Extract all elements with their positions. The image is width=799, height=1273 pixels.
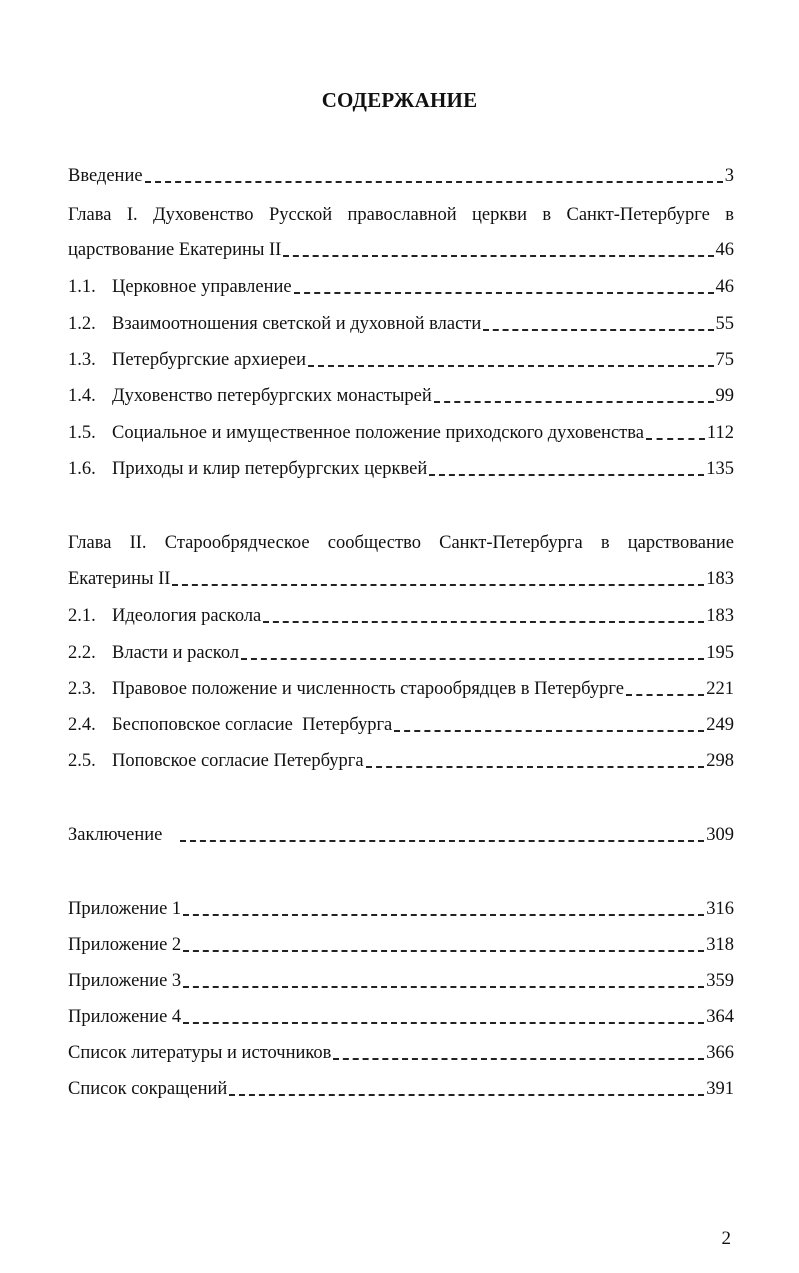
word: в	[725, 205, 734, 225]
toc-entry-chapter1[interactable]	[68, 237, 734, 263]
toc-entry-section[interactable]	[68, 603, 734, 629]
entry-page: 298	[706, 751, 734, 771]
dot-leader	[241, 658, 704, 660]
dot-leader	[394, 730, 704, 732]
entry-label: Идеология раскола	[112, 606, 262, 626]
entry-label: Екатерины II	[68, 569, 171, 589]
entry-page: 359	[706, 971, 734, 991]
toc-entry-section[interactable]	[68, 640, 734, 666]
entry-label: Поповское согласие Петербурга	[112, 751, 364, 771]
entry-label: Духовенство петербургских монастырей	[112, 386, 432, 406]
entry-label: Взаимоотношения светской и духовной власти	[112, 314, 482, 334]
toc-entry-section[interactable]	[68, 748, 734, 774]
entry-label: Приложение 4	[68, 1007, 182, 1027]
toc-entry-appendix[interactable]	[68, 1004, 734, 1030]
section-number: 2.3.	[68, 679, 96, 699]
entry-label: Социальное и имущественное положение приходского духовенства	[112, 423, 644, 443]
entry-label: Петербургские архиереи	[112, 350, 307, 370]
page-number: 2	[721, 1228, 731, 1249]
entry-page: 183	[706, 569, 734, 589]
word: церкви	[471, 205, 527, 225]
page-title: СОДЕРЖАНИЕ	[321, 88, 478, 112]
entry-label: Беспоповское согласие Петербурга	[112, 715, 393, 735]
entry-label: Власти и раскол	[112, 643, 240, 663]
entry-label: Приходы и клир петербургских церквей	[112, 459, 428, 479]
entry-page: 318	[706, 935, 734, 955]
dot-leader	[294, 292, 714, 294]
word: в	[600, 533, 610, 553]
entry-label: Список сокращений	[68, 1079, 228, 1099]
entry-page: 46	[715, 277, 734, 297]
entry-label: Список литературы и источников	[68, 1043, 332, 1063]
section-number: 1.4.	[68, 386, 96, 406]
word: царствование	[627, 533, 734, 553]
dot-leader	[183, 986, 704, 988]
entry-page: 221	[706, 679, 734, 699]
word: Русской	[268, 205, 333, 225]
toc-entry-appendix[interactable]	[68, 932, 734, 958]
word: Духовенство	[153, 205, 254, 225]
word: православной	[347, 205, 457, 225]
entry-page: 135	[706, 459, 734, 479]
entry-label: Церковное управление	[112, 277, 292, 297]
word: в	[542, 205, 552, 225]
dot-leader	[172, 584, 704, 586]
word: Старообрядческое	[164, 533, 310, 553]
entry-page: 249	[706, 715, 734, 735]
word: сообщество	[327, 533, 421, 553]
entry-page: 316	[706, 899, 734, 919]
entry-page: 364	[706, 1007, 734, 1027]
dot-leader	[183, 950, 704, 952]
entry-label: царствование Екатерины II	[68, 240, 282, 260]
entry-label: Приложение 1	[68, 899, 182, 919]
dot-leader	[434, 401, 714, 403]
dot-leader	[429, 474, 704, 476]
dot-leader	[366, 766, 705, 768]
section-number: 1.2.	[68, 314, 96, 334]
toc-entry-section[interactable]	[68, 676, 734, 702]
entry-page: 183	[706, 606, 734, 626]
section-number: 1.5.	[68, 423, 96, 443]
entry-label: Заключение	[68, 825, 163, 845]
dot-leader	[646, 438, 705, 440]
toc-entry-section[interactable]	[68, 420, 734, 446]
word: Глава	[68, 533, 112, 553]
section-number: 1.6.	[68, 459, 96, 479]
toc-entry-section[interactable]	[68, 274, 734, 300]
entry-label: Приложение 3	[68, 971, 182, 991]
toc-entry-appendix[interactable]	[68, 968, 734, 994]
word: Санкт-Петербурге	[566, 205, 710, 225]
entry-page: 3	[724, 166, 734, 186]
entry-label: Введение	[68, 166, 143, 186]
chapter2-title-line1[interactable]	[68, 530, 734, 556]
section-number: 1.3.	[68, 350, 96, 370]
toc-entry-section[interactable]	[68, 383, 734, 409]
entry-label: Приложение 2	[68, 935, 182, 955]
toc-entry-section[interactable]	[68, 456, 734, 482]
section-number: 2.1.	[68, 606, 96, 626]
dot-leader	[145, 181, 723, 183]
entry-page: 46	[715, 240, 734, 260]
entry-label: Правовое положение и численность старообрядцев в Петербурге	[112, 679, 624, 699]
section-number: 2.5.	[68, 751, 96, 771]
word: Глава	[68, 205, 112, 225]
dot-leader	[180, 840, 704, 842]
entry-page: 55	[715, 314, 734, 334]
toc-entry-section[interactable]	[68, 712, 734, 738]
dot-leader	[263, 621, 704, 623]
word: II.	[129, 533, 147, 553]
toc-entry-introduction[interactable]	[68, 163, 734, 189]
section-number: 2.4.	[68, 715, 96, 735]
dot-leader	[483, 329, 713, 331]
entry-page: 112	[706, 423, 734, 443]
dot-leader	[183, 914, 704, 916]
dot-leader	[283, 255, 713, 257]
entry-page: 366	[706, 1043, 734, 1063]
entry-page: 391	[706, 1079, 734, 1099]
chapter1-title-line1[interactable]	[68, 202, 734, 228]
toc-entry-section[interactable]	[68, 311, 734, 337]
word: I.	[126, 205, 138, 225]
section-number: 1.1.	[68, 277, 96, 297]
toc-entry-chapter2[interactable]	[68, 566, 734, 592]
entry-page: 99	[715, 386, 734, 406]
dot-leader	[626, 694, 704, 696]
section-number: 2.2.	[68, 643, 96, 663]
dot-leader	[333, 1058, 704, 1060]
dot-leader	[183, 1022, 704, 1024]
word: Санкт-Петербурга	[439, 533, 583, 553]
dot-leader	[229, 1094, 704, 1096]
toc-entry-abbreviations[interactable]	[68, 1076, 734, 1102]
entry-page: 309	[706, 825, 734, 845]
toc-entry-appendix[interactable]	[68, 896, 734, 922]
toc-entry-bibliography[interactable]	[68, 1040, 734, 1066]
toc-entry-section[interactable]	[68, 347, 734, 373]
dot-leader	[308, 365, 713, 367]
entry-page: 75	[715, 350, 734, 370]
toc-entry-conclusion[interactable]	[68, 822, 734, 848]
entry-page: 195	[706, 643, 734, 663]
